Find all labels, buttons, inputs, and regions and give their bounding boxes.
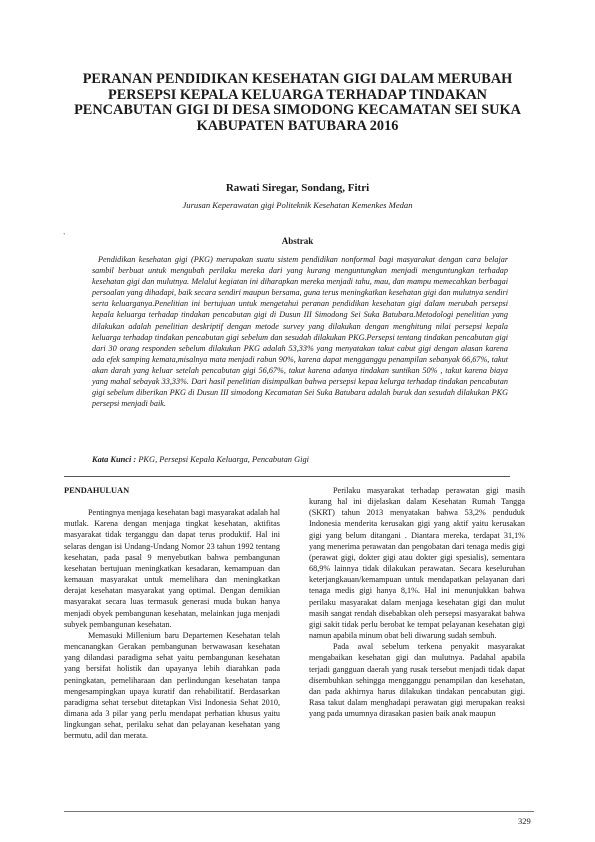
abstract-heading: Abstrak — [281, 236, 314, 246]
keywords — [92, 455, 508, 464]
paragraph: Perilaku masyarakat terhadap perawatan gigi masih kurang hal ini dijelaskan dalam Kesehatan Rumah Tangga (SKRT) tahun 2013 menyatakan bahwa 53,2% penduduk Indonesia menderita kerusakan gigi yang aktif yaitu kerusakan gigi yang belum ditangani . Diantara mereka, terdapat 31,1% yang menerima perawatan dan pengobatan dari tenaga medis gigi (perawat gigi, dokter gigi atau dokter gigi spesialis), sementara 68,9% lainnya tidak dilakukan perawatan. Secara keseluruhan keterjangkauan/kemampuan untuk mendapatkan pelayanan dari tenaga medis gigi hanya 8,1%. Hal ini menunjukkan bahwa perilaku masyarakat dalam menjaga kesehatan gigi dan mulut masih sangat rendah disebabkan oleh persepsi masyarakat bahwa gigi sakit tidak perlu berobat ke tempat pelayanan kesehatan gigi namun apabila minum obat beli diwarung sudah sembuh. — [309, 486, 525, 641]
page-number: 329 — [518, 816, 531, 826]
keywords-text: PKG, Persepsi Kepala Keluarga, Pencabutan Gigi — [138, 455, 309, 464]
keywords-label: Kata Kunci : — [92, 455, 137, 464]
paragraph: Pada awal sebelum terkena penyakit masyarakat mengabaikan kesehatan gigi dan mulutnya. Padahal apabila terjadi gangguan daerah yang rusak tersebut menjadi tidak dapat disembuhkan sehingga mengganggu penampilan dan kesehatan, dan pada akhirnya harus dilakukan tindakan pencabutan gigi. Rasa takut dalam menghadapi perawatan gigi merupakan reaksi yang pada umumnya dirasakan pasien baik anak maupun — [309, 642, 525, 719]
left-column — [64, 485, 280, 741]
right-column — [309, 485, 525, 719]
footer-divider — [64, 811, 534, 812]
paragraph: Memasuki Millenium baru Departemen Kesehatan telah mencanangkan Gerakan pembangunan berwawasan kesehatan yang dilandasi paradigma sehat yaitu pembangunan kesehatan yang bersifat holistik dan upayanya lebih diarahkan pada peningkatan, pemeliharaan dan perlindungan kesehatan tanpa mengesampingkan upaya kuratif dan rehabilitatif. Berdasarkan paradigma sehat tersebut ditetapkan Visi Indonesia Sehat 2010, dimana ada 3 pilar yang perlu mendapat perhatian khusus yaitu lingkungan sehat, perilaku sehat dan pelayanan kesehatan yang bermutu, adil dan merata. — [64, 630, 280, 741]
section-divider — [64, 476, 510, 477]
abstract-body — [92, 254, 508, 409]
section-heading: PENDAHULUAN — [64, 486, 130, 495]
authors: Rawati Siregar, Sondang, Fitri — [225, 182, 370, 194]
stray-mark: ` — [63, 232, 66, 241]
paper-title: PERANAN PENDIDIKAN KESEHATAN GIGI DALAM MERUBAH PERSEPSI KEPALA KELUARGA TERHADAP TINDAKAN PENCABUTAN GIGI DI DESA SIMODONG KECAMATAN SEI SUKA KABUPATEN BATUBARA 2016 — [74, 71, 521, 134]
paragraph: Pentingnya menjaga kesehatan bagi masyarakat adalah hal mutlak. Karena dengan menjaga tingkat kesehatan, aktifitas masyarakat tidak terganggu dan dapat terus produktif. Hal ini selaras dengan isi Undang-Undang Nomor 23 tahun 1992 tentang kesehatan, pada pasal 9 menyebutkan bahwa pembangunan kesehatan bertujuan meningkatkan kesadaran, kemampuan dan kemauan masyarakat untuk memelihara dan meningkatkan derajat kesehatan masyarakat yang optimal. Dengan demikian masyarakat secara luas termasuk generasi muda bukan hanya menjadi obyek pembangunan kesehatan, melainkan juga menjadi subyek pembangunan kesehatan. — [64, 508, 280, 629]
affiliation: Jurusan Keperawatan gigi Politeknik Kesehatan Kemenkes Medan — [182, 200, 413, 210]
abstract-text: Pendidikan kesehatan gigi (PKG) merupakan suatu sistem pendidikan nonformal bagi masyarakat dengan cara belajar sambil berbuat untuk mengubah perilaku mereka dari yang kurang menguntungkan menjadi menguntungkan terhadap kesehatan gigi dan mulutnya. Melalui kegiatan ini diharapkan mereka menjadi tahu, mau, dan mampu memecahkan berbagai persoalan yang dihadapi, baik secara sendiri maupun bersama, guna terus meningkatkan kesehatan gigi dan mulutnya sendiri serta keluarganya.Penelitian ini bertujuan untuk mengetahui peranan pendidikan kesehatan gigi dalam merubah persepsi kepala keluarga terhadap tindakan pencabutan gigi di Dusun III Simodong Sei Suka Batubara.Metodologi penelitian yang dilakukan adalah penelitian deskriptif dengan metode survey yang dilakukan dengan menghitung nilai persepsi kepala keluarga terhadap tindakan pencabutan gigi sebelum dan sesudah dilakukan PKG.Persepsi tentang tindakan pencabutan gigi dari 30 orang responden sebelum dilakukan PKG adalah 53,33% yang menyatakan takut cabut gigi dengan alasan karena ada efek samping kemata,misalnya mata menjadi rabun 90%, karena dapat mengganggu penampilan sebanyak 66,67%, takut akan darah yang keluar setelah pencabutan gigi 56,67%, takut karena adanya tindakan suntikan 50% , takut karena biaya yang mahal sebayak 33,33%. Dari hasil penelitian disimpulkan bahwa persepsi kepaa kelurga terhadap tindakan pencabutan gigi sebelum diberikan PKG di Dusun III simodong Kecamatan Sei Suka Batubara adalah buruk dan sesudah dilakukan PKG persepsi menjadi baik. — [92, 255, 508, 409]
